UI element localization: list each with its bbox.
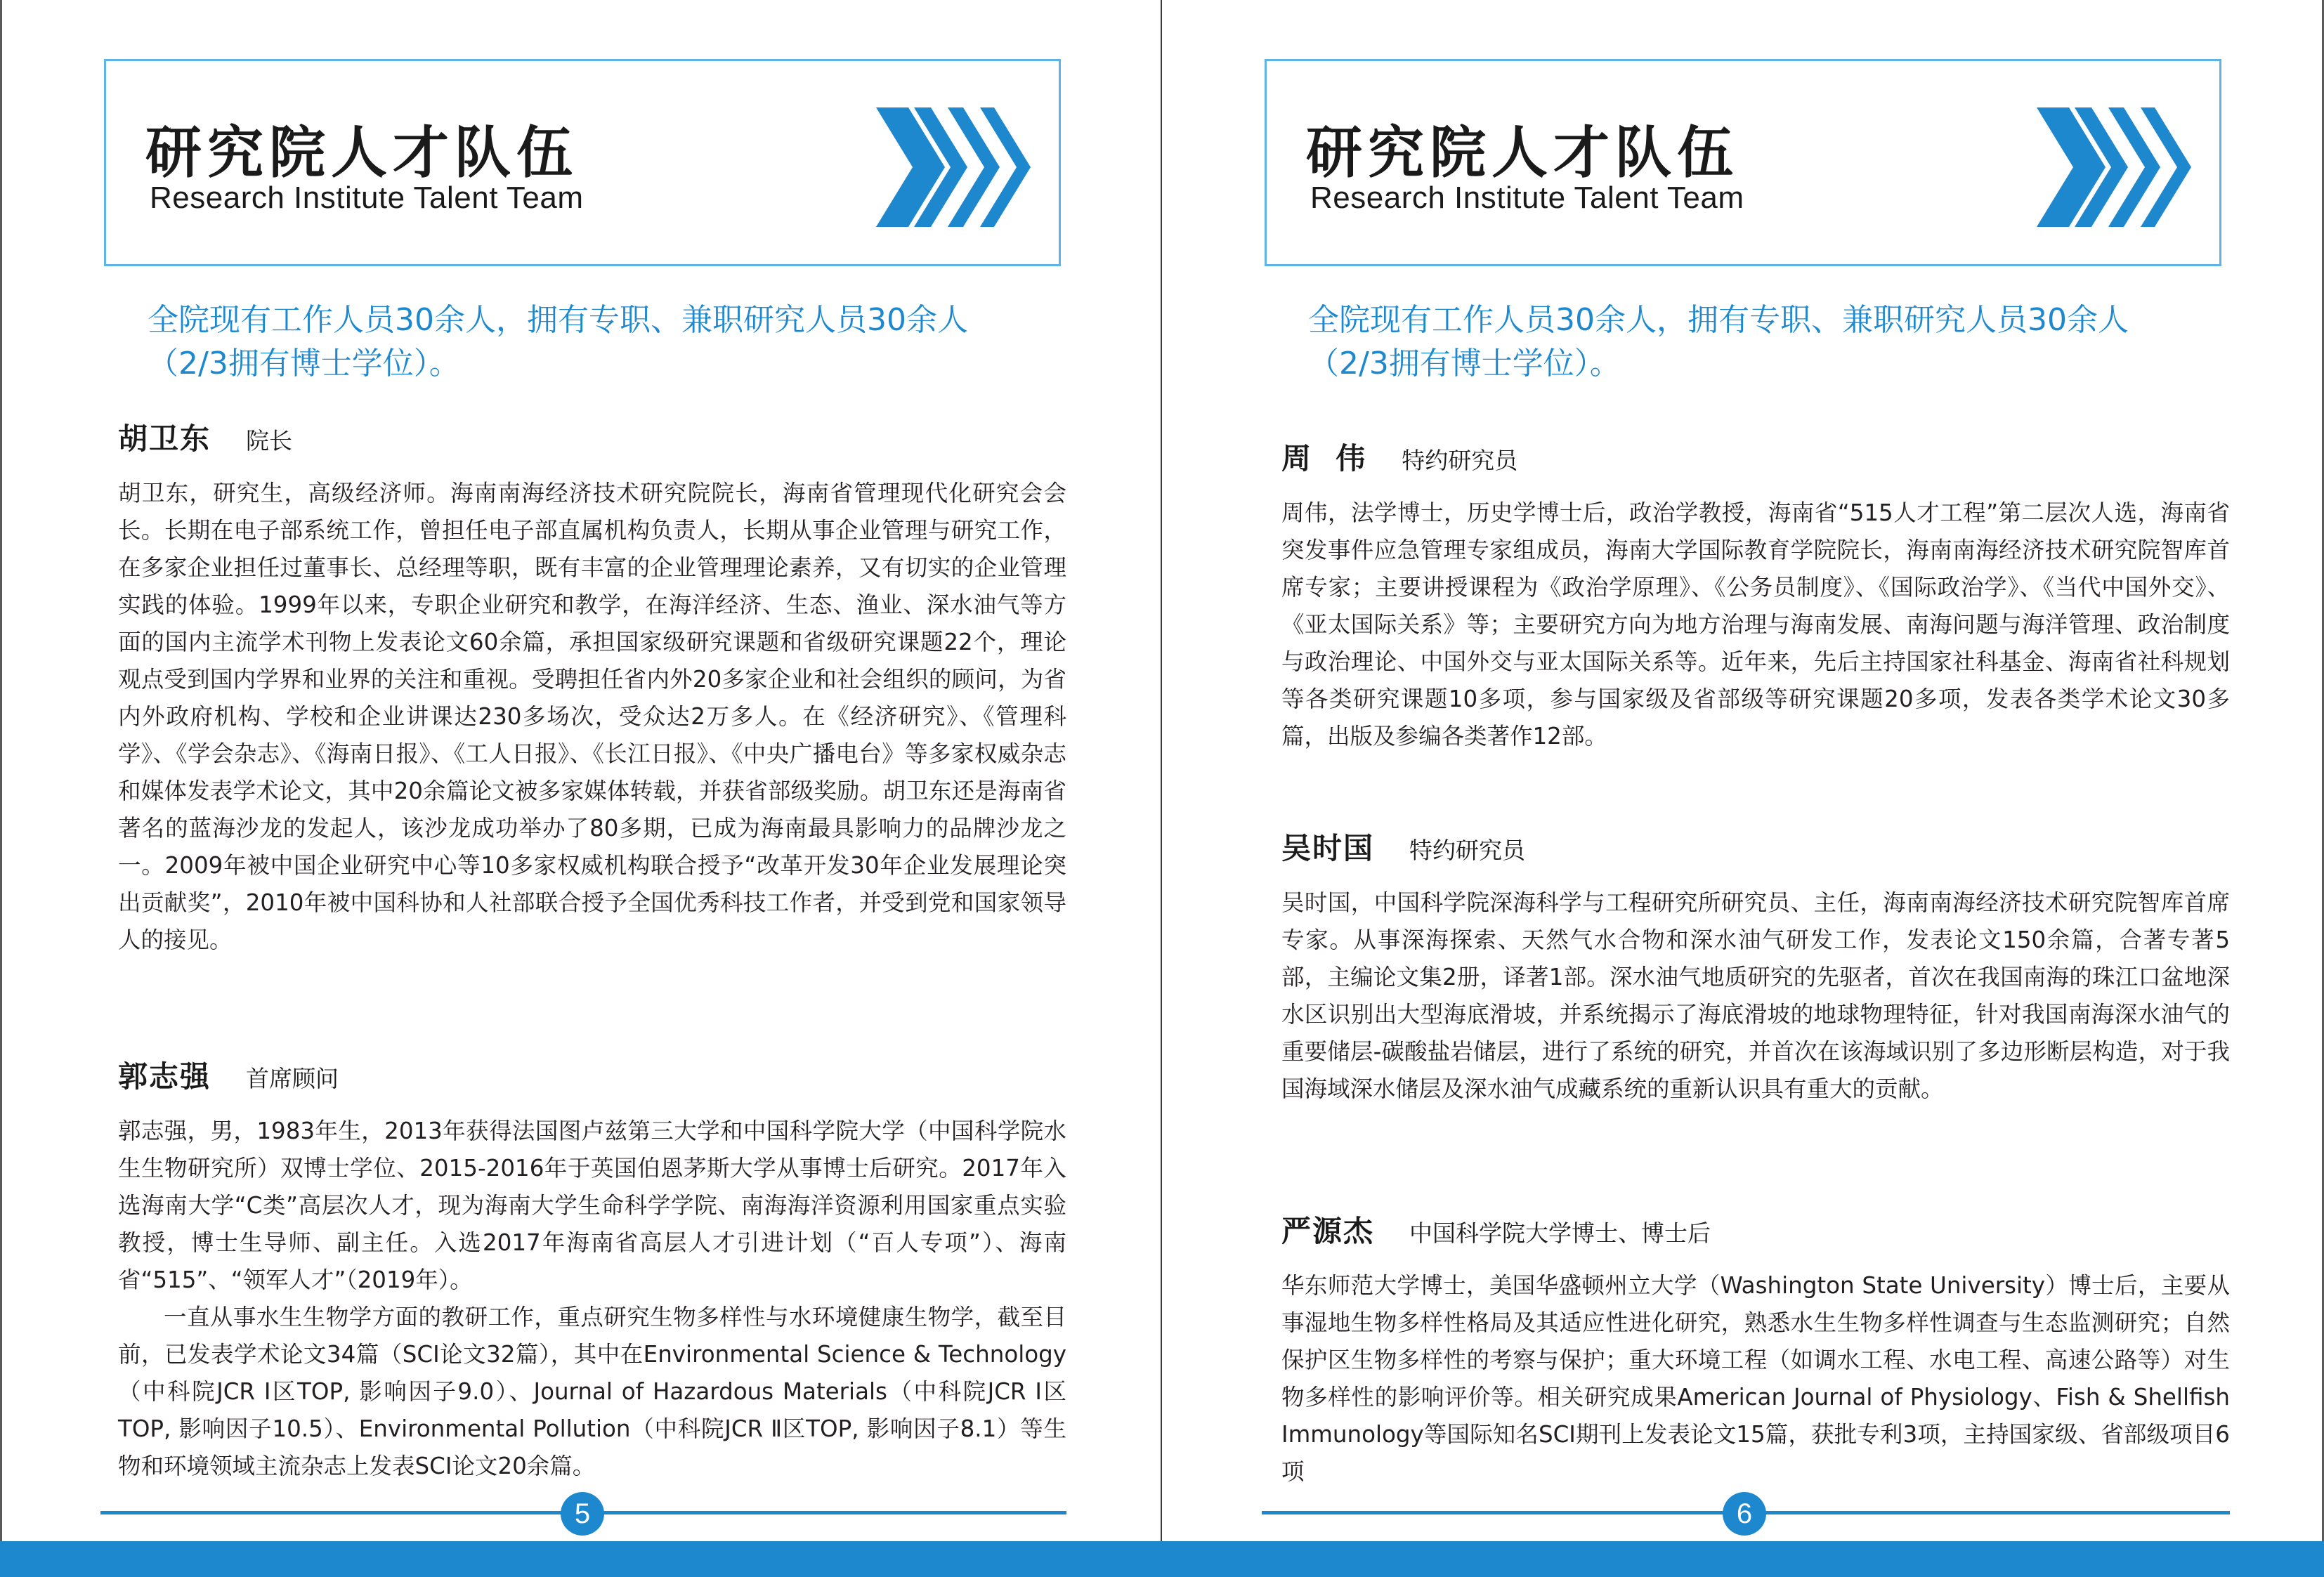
person-profile <box>1281 1208 2230 1491</box>
person-role: 院长 <box>246 427 293 454</box>
bio-paragraph: 吴时国，中国科学院深海科学与工程研究所研究员、主任，海南南海经济技术研究院智库首席专家。从事深海探索、天然气水合物和深水油气研发工作，发表论文150余篇，合著专著5部，主编论文集2册，译著1部。深水油气地质研究的先驱者，首次在我国南海的珠江口盆地深水区识别出大型海底滑坡，并系统揭示了海底滑坡的地球物理特征，针对我国南海深水油气的重要储层-碳酸盐岩储层，进行了系统的研究，并首次在该海域识别了多边形断层构造，对于我国海域深水储层及深水油气成藏系统的重新认识具有重大的贡献。 <box>1281 889 2230 1102</box>
person-heading <box>118 1054 1066 1103</box>
bottom-color-band <box>0 1541 2324 1577</box>
person-bio <box>118 475 1066 959</box>
bio-paragraph: 胡卫东，研究生，高级经济师。海南南海经济技术研究院院长，海南省管理现代化研究会会长。长期在电子部系统工作，曾担任电子部直属机构负责人，长期从事企业管理与研究工作，在多家企业担任过董事长、总经理等职，既有丰富的企业管理理论素养，又有切实的企业管理实践的体验。1999年以来，专职企业研究和教学，在海洋经济、生态、渔业、深水油气等方面的国内主流学术刊物上发表论文60余篇，承担国家级研究课题和省级研究课题22个，理论观点受到国内学界和业界的关注和重视。受聘担任省内外20多家企业和社会组织的顾问，为省内外政府机构、学校和企业讲课达230多场次，受众达2万多人。在《经济研究》、《管理科学》、《学会杂志》、《海南日报》、《工人日报》、《长江日报》、《中央广播电台》等多家权威杂志和媒体发表学术论文，其中20余篇论文被多家媒体转载，并获省部级奖励。胡卫东还是海南省著名的蓝海沙龙的发起人，该沙龙成功举办了80多期，已成为海南最具影响力的品牌沙龙之一。2009年被中国企业研究中心等10多家权威机构联合授予“改革开发30年企业发展理论突出贡献奖”，2010年被中国科协和人社部联合授予全国优秀科技工作者，并受到党和国家领导人的接见。 <box>118 480 1066 953</box>
bio-paragraph: 一直从事水生生物学方面的教研工作，重点研究生物多样性与水环境健康生物学，截至目前，已发表学术论文34篇（SCI论文32篇），其中在Environmental Science & Technology（中科院JCR Ⅰ区TOP, 影响因子9.0）、Journal of Hazardous Materials（中科院JCR Ⅰ区TOP, 影响因子10.5）、Environmental Pollution（中科院JCR Ⅱ区TOP, 影响因子8.1）等生物和环境领域主流杂志上发表SCI论文20余篇。 <box>118 1304 1066 1479</box>
triple-chevron-right-icon <box>876 107 1031 227</box>
person-heading <box>118 416 1066 465</box>
right-page <box>1162 0 2324 1577</box>
person-profile <box>118 1054 1066 1485</box>
person-bio <box>118 1113 1066 1485</box>
person-role: 特约研究员 <box>1402 447 1518 474</box>
intro-text <box>148 299 1061 386</box>
bio-paragraph: 周伟，法学博士，历史学博士后，政治学教授，海南省“515人才工程”第二层次人选，海南省突发事件应急管理专家组成员，海南大学国际教育学院院长，海南南海经济技术研究院智库首席专家；主要讲授课程为《政治学原理》、《公务员制度》、《国际政治学》、《当代中国外交》、《亚太国际关系》等；主要研究方向为地方治理与海南发展、南海问题与海洋管理、政治制度与政治理论、中国外交与亚太国际关系等。近年来，先后主持国家社科基金、海南省社科规划等各类研究课题10多项，参与国家级及省部级等研究课题20多项，发表各类学术论文30多篇，出版及参编各类著作12部。 <box>1281 499 2230 750</box>
person-heading <box>1281 1208 2230 1257</box>
triple-chevron-right-icon <box>2037 107 2191 227</box>
person-name: 严源杰 <box>1281 1214 1375 1248</box>
header-subtitle: Research Institute Talent Team <box>1310 181 1744 215</box>
page-edge <box>0 0 2 1577</box>
person-name: 吴时国 <box>1281 831 1375 865</box>
intro-text <box>1308 299 2221 386</box>
person-name: 胡卫东 <box>118 421 211 456</box>
person-bio <box>1281 1267 2230 1491</box>
page-number: 6 <box>1723 1492 1766 1536</box>
person-role: 特约研究员 <box>1409 837 1526 864</box>
page-number: 5 <box>561 1492 604 1536</box>
header-title: 研究院人才队伍 <box>1306 120 1739 185</box>
person-bio <box>1281 495 2230 755</box>
person-role: 首席顾问 <box>246 1065 339 1092</box>
person-profile <box>1281 825 2230 1108</box>
intro-line: （2/3拥有博士学位）。 <box>148 346 460 381</box>
person-bio <box>1281 884 2230 1108</box>
person-heading <box>1281 436 2230 485</box>
header-title: 研究院人才队伍 <box>145 120 578 185</box>
intro-line: （2/3拥有博士学位）。 <box>1308 346 1621 381</box>
section-header <box>104 59 1061 266</box>
person-name: 周 伟 <box>1281 441 1367 476</box>
section-header <box>1265 59 2221 266</box>
intro-line: 全院现有工作人员30余人，拥有专职、兼职研究人员30余人 <box>148 302 968 338</box>
person-profile <box>1281 436 2230 755</box>
header-subtitle: Research Institute Talent Team <box>150 181 584 215</box>
intro-line: 全院现有工作人员30余人，拥有专职、兼职研究人员30余人 <box>1308 302 2129 338</box>
person-role: 中国科学院大学博士、博士后 <box>1409 1219 1711 1247</box>
person-heading <box>1281 825 2230 875</box>
bio-paragraph: 华东师范大学博士，美国华盛顿州立大学（Washington State University）博士后，主要从事湿地生物多样性格局及其适应性进化研究，熟悉水生生物多样性调查与生态监测研究；自然保护区生物多样性的考察与保护；重大环境工程（如调水工程、水电工程、高速公路等）对生物多样性的影响评价等。相关研究成果American Journal of Physiology、Fish & Shellfish Immunology等国际知名SCI期刊上发表论文15篇，获批专利3项，主持国家级、省部级项目6项 <box>1281 1272 2230 1485</box>
bio-paragraph: 郭志强，男，1983年生，2013年获得法国图卢兹第三大学和中国科学院大学（中国科学院水生生物研究所）双博士学位、2015-2016年于英国伯恩茅斯大学从事博士后研究。2017年入选海南大学“C类”高层次人才，现为海南大学生命科学学院、南海海洋资源利用国家重点实验教授，博士生导师、副主任。入选2017年海南省高层人才引进计划（“百人专项”）、海南省“515”、“领军人才”（2019年）。 <box>118 1118 1066 1293</box>
person-profile <box>118 416 1066 959</box>
person-name: 郭志强 <box>118 1059 211 1094</box>
